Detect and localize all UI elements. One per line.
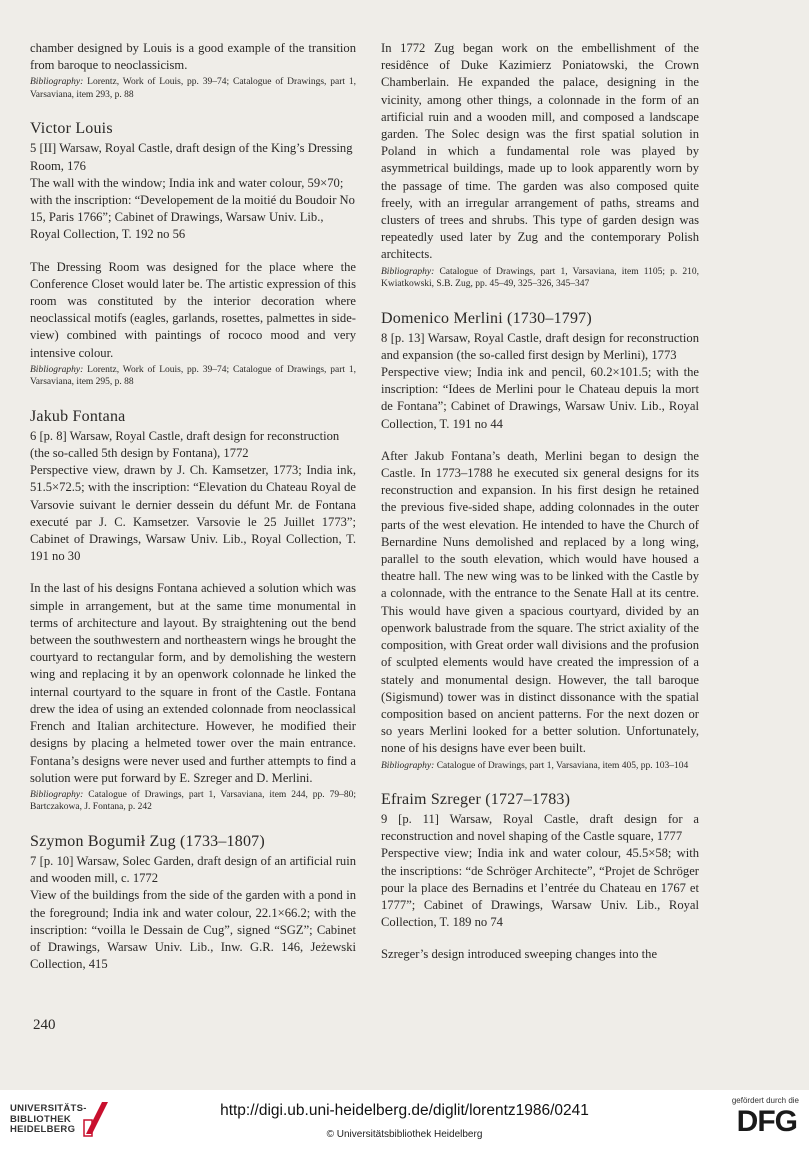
entry-details-7: View of the buildings from the side of the garden with a pond in the foreground; India ink and water colour, 22.1×66.2; with the inscription: “voilla le Dessain de Cug”, signed “SGZ”; Cabinet of Drawings, Warsaw Univ. Lib., Inw. G.R. 146, Jeżewski Collection, 415 (30, 888, 356, 972)
bibliography-text: Catalogue of Drawings, part 1, Varsaviana, item 405, pp. 103–104 (436, 760, 689, 771)
body-paragraph: Szreger’s design introduced sweeping changes into the (381, 947, 658, 962)
entry-details-8: Perspective view; India ink and pencil, 60.2×101.5; with the inscription: “Idees de Merlini pour le Chateau depuis la mort de Fontana”; Cabinet of Drawings, Warsaw Univ. Lib., Royal Collection, T. 191 no 44 (381, 365, 699, 431)
body-paragraph: In 1772 Zug began work on the embellishment of the residênce of Duke Kazimierz Poniatowski, the Crown Chamberlain. He expanded the palace, designing in the vicinity, among other things, a colonnade in the form of an artificial ruin and a wooden mill, and composed a landscape garden. The Solec design was the first spatial solution in Poland in which a fundamental role was played by asymmetrical buildings, made up to look apparently worn by the passage of time. The garden was also composed quite freely, with an irregular arrangement of paths, streams and clusters of trees and shrubs. This type of garden design was repeatedly used later by Zug and the contemporary Polish architects. (381, 41, 699, 262)
bibliography-text: Lorentz, Work of Louis, pp. 39–74; Catalogue of Drawings, part 1, Varsaviana, item 295, p. 88 (30, 364, 356, 388)
entry-details-5: The wall with the window; India ink and water colour, 59×70; with the inscription: “Developement de la moitié du Boudoir No 15, Paris 1766”; Cabinet of Drawings, Warsaw Univ. Lib., Royal Collection, T. 192 no 56 (30, 175, 355, 242)
library-name-line: BIBLIOTHEK (10, 1113, 72, 1125)
bibliography-label: Bibliography: (381, 266, 435, 277)
digitization-footer (0, 1090, 809, 1150)
source-url-link[interactable]: http://digi.ub.uni-heidelberg.de/diglit/lorentz1986/0241 (220, 1102, 589, 1119)
bibliography-text: Catalogue of Drawings, part 1, Varsaviana, item 244, pp. 79–80; Bartczakowa, J. Fontana, p. 242 (30, 789, 357, 813)
right-column (381, 40, 699, 964)
heading-efraim-szreger: Efraim Szreger (1727–1783) (381, 791, 571, 809)
bibliography (30, 76, 356, 101)
bibliography-text: Catalogue of Drawings, part 1, Varsaviana, item 1105; p. 210, Kwiatkowski, S.B. Zug, pp. 45–49, 325–326, 345–347 (381, 266, 699, 290)
bibliography (30, 789, 356, 814)
intro-paragraph: chamber designed by Louis is a good example of the transition from baroque to neoclassicism. (30, 41, 356, 73)
heading-szymon-zug: Szymon Bogumił Zug (1733–1807) (30, 832, 265, 850)
page-number: 240 (33, 1017, 56, 1033)
bibliography-label: Bibliography: (30, 364, 84, 375)
catalogue-entry-6: 6 [p. 8] Warsaw, Royal Castle, draft design for reconstruction (the so-called 5th design by Fontana), 1772 (30, 428, 340, 461)
bibliography-label: Bibliography: (30, 77, 84, 88)
bibliography-text: Lorentz, Work of Louis, pp. 39–74; Catalogue of Drawings, part 1, Varsaviana, item 293, p. 88 (30, 77, 356, 100)
heading-victor-louis: Victor Louis (30, 120, 113, 138)
copyright-notice: © Universitätsbibliothek Heidelberg (326, 1129, 483, 1140)
heading-domenico-merlini: Domenico Merlini (1730–1797) (381, 309, 592, 327)
catalogue-entry-8: 8 [p. 13] Warsaw, Royal Castle, draft design for reconstruction and expansion (the so-called first design by Merlini), 1773 (381, 330, 699, 362)
catalogue-entry-5: 5 [II] Warsaw, Royal Castle, draft design of the King’s Dressing Room, 176 (30, 141, 353, 173)
dfg-logo: DFG (736, 1105, 797, 1138)
bibliography (381, 266, 699, 291)
funding-note: gefördert durch die (731, 1096, 799, 1105)
body-paragraph: The Dressing Room was designed for the place where the Conference Closet would later be. The artistic expression of this room was constituted by the interior decoration where neoclassical motifs (eagles, garlands, rosettes, palmettes in side-view) combined with paintings of rococo mood and very intensive colour. (30, 259, 356, 360)
left-column (30, 40, 356, 973)
body-paragraph: After Jakub Fontana’s death, Merlini began to design the Castle. In 1773–1788 he executed six general designs for its reconstruction and expansion. In his first design he retained the previous five-sided shape, adding colonnades in the outer parts of the west elevation. He intended to have the Church of Bernardine Nuns demolished and replaced by a long wing, parallel to the south elevation, which would have housed a theatre hall. The new wing was to be linked with the Castle by a colonnade, with the entrance to the Senate Hall at its centre. This would have given a spacious courtyard, divided by an openwork balustrade from the square. The strict axiality of the composition, with Great order wall divisions and the profusion of sculpted elements would have created the impression of a stately and monumental design. However, the tall baroque (Sigismund) tower was in distinct dissonance with the spatial composition based on ancient patterns. For the next dozen or so years Merlini looked for a better solution. Unfortunately, none of his designs have ever been built. (381, 448, 699, 756)
catalogue-entry-7: 7 [p. 10] Warsaw, Solec Garden, draft design of an artificial ruin and wooden mill, c. 1772 (30, 853, 356, 886)
bibliography-label: Bibliography: (30, 789, 84, 800)
library-name-line: UNIVERSITÄTS- (10, 1103, 87, 1114)
bibliography-label: Bibliography: (381, 760, 435, 771)
heading-jakub-fontana: Jakub Fontana (30, 407, 126, 425)
entry-details-6: Perspective view, drawn by J. Ch. Kamsetzer, 1773; India ink, 51.5×72.5; with the inscription: “Elevation du Chateau Royal de Varsovie suivant le dernier dessein du défunt Mr. de Fontana executé par J. C. Kamsetzer. Varsovie le 25 Juillet 1773”; Cabinet of Drawings, Warsaw Univ. Lib., Royal Collection, T. 191 no 30 (30, 463, 356, 564)
bibliography (30, 364, 356, 389)
library-name-line: HEIDELBERG (10, 1124, 76, 1135)
catalogue-entry-9: 9 [p. 11] Warsaw, Royal Castle, draft design for a reconstruction and novel shaping of the Castle square, 1777 (381, 812, 699, 844)
body-paragraph: In the last of his designs Fontana achieved a solution which was simple in arrangement, but at the same time monumental in terms of architecture and layout. By straightening out the bend between the southwestern and northeastern wings he brought the courtyard to rectangular form, and by demolishing the western wing and replacing it by an openwork colonnade he linked the internal courtyard to the square in front of the Castle. Fontana drew the idea of using an extended colonnade from neoclassical French and Italian architecture. However, he modified their designs by placing a helmeted tower over the main entrance. Fontana’s designs were never used and further attempts to find a solution were put forward by E. Szreger and D. Merlini. (30, 581, 356, 785)
entry-details-9: Perspective view; India ink and water colour, 45.5×58; with the inscriptions: “de Schröger Architecte”, “Projet de Schröger pour la place des Bernadins et l’entrée du Chateau en 1767 et 1777”; Cabinet of Drawings, Warsaw Univ. Lib., Royal Collection, T. 189 no 74 (381, 846, 699, 930)
bibliography (381, 760, 699, 773)
